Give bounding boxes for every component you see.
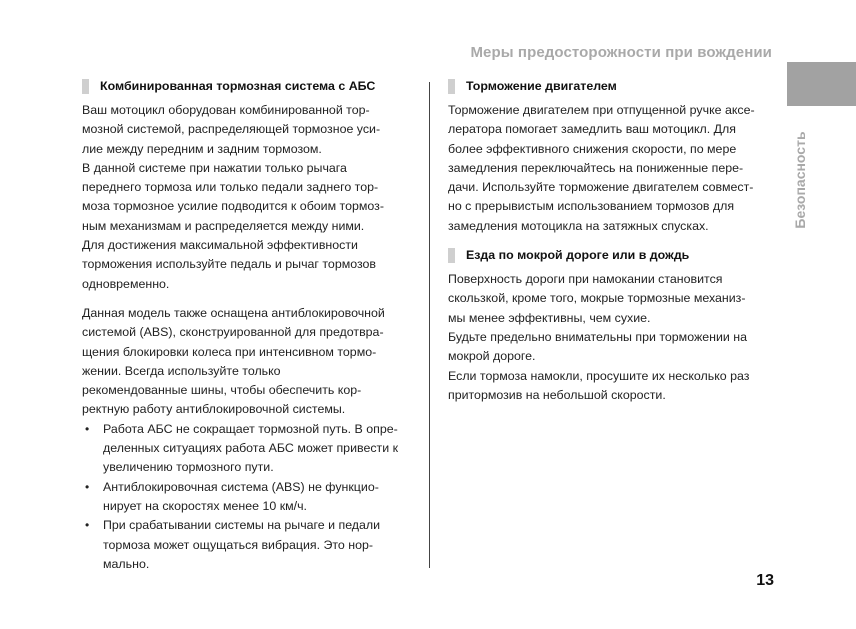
bullet-icon: • (85, 421, 90, 436)
section-heading-engine-braking (448, 76, 778, 97)
heading-marker-icon (448, 79, 455, 94)
text-line: переднего тормоза или только педали заднего тор- (82, 180, 379, 195)
section-heading-text: Торможение двигателем (466, 79, 617, 93)
list-item (82, 420, 412, 478)
text-line: Данная модель также оснащена антиблокировочной (82, 305, 385, 320)
text-line: лератора помогает замедлить ваш мотоцикл. Для (448, 122, 736, 137)
text-line: замедления мотоцикла на затяжных спусках. (448, 218, 709, 233)
text-line: Для достижения максимальной эффективности (82, 238, 358, 253)
text-line: одновременно. (82, 276, 170, 291)
paragraph-abs (82, 304, 412, 420)
page-number: 13 (756, 572, 774, 589)
paragraph-gap (448, 236, 778, 245)
heading-marker-icon (82, 79, 89, 94)
bullet-icon: • (85, 518, 90, 533)
text-line: деленных ситуациях работа АБС может привести к (103, 441, 398, 456)
section-heading-abs (82, 76, 412, 97)
paragraph-cbs (82, 101, 412, 294)
list-item (82, 516, 412, 574)
column-divider (429, 82, 430, 568)
paragraph-gap (82, 294, 412, 304)
bullet-icon: • (85, 479, 90, 494)
section-tab-marker (787, 62, 856, 106)
section-tab-label (790, 115, 810, 245)
text-line: мы менее эффективны, чем сухие. (448, 310, 651, 325)
text-line: лие между передним и задним тормозом. (82, 141, 322, 156)
heading-marker-icon (448, 248, 455, 263)
section-heading-text: Комбинированная тормозная система с АБС (100, 79, 376, 93)
text-line: Торможение двигателем при отпущенной ручке аксе- (448, 103, 755, 117)
text-line: тормоза может ощущаться вибрация. Это нор- (103, 537, 373, 552)
text-line: Антиблокировочная система (ABS) не функцио- (103, 479, 379, 494)
text-line: Будьте предельно внимательны при торможении на (448, 329, 747, 344)
text-line: Поверхность дороги при намокании становится (448, 272, 723, 287)
left-column (82, 76, 412, 574)
text-line: При срабатывании системы на рычаге и педали (103, 518, 381, 533)
text-line: мально. (103, 556, 150, 571)
text-line: притормозив на небольшой скорости. (448, 387, 666, 402)
text-line: дачи. Используйте торможение двигателем совмест- (448, 180, 754, 195)
text-line: замедления переключайтесь на пониженные пере- (448, 160, 744, 175)
text-line: моза тормозное усилие подводится к обоим тормоз- (82, 199, 384, 214)
text-line: Ваш мотоцикл оборудован комбинированной тор- (82, 103, 370, 117)
text-line: Работа АБС не сокращает тормозной путь. В опре- (103, 421, 398, 436)
text-line: ным механизмам и распределяется между ними. (82, 218, 365, 233)
text-line: системой (ABS), сконструированной для предотвра- (82, 325, 384, 340)
text-line: рекомендованные шины, чтобы обеспечить кор- (82, 383, 362, 398)
running-title: Меры предосторожности при вождении (470, 44, 772, 61)
list-item (82, 478, 412, 517)
text-line: мокрой дороге. (448, 349, 536, 364)
bullet-list (82, 420, 412, 574)
text-line: увеличению тормозного пути. (103, 460, 274, 475)
paragraph-wet-road (448, 270, 778, 405)
text-line: В данной системе при нажатии только рычага (82, 160, 347, 175)
text-line: более эффективного снижения скорости, по мере (448, 141, 737, 156)
text-line: нирует на скоростях менее 10 км/ч. (103, 498, 307, 513)
section-heading-wet-road (448, 245, 778, 266)
section-tab-text: Безопасность (792, 131, 808, 229)
text-line: жении. Всегда используйте только (82, 363, 281, 378)
text-line: мозной системой, распределяющей тормозное уси- (82, 122, 381, 137)
text-line: Если тормоза намокли, просушите их несколько раз (448, 368, 750, 383)
section-heading-text: Езда по мокрой дороге или в дождь (466, 248, 690, 263)
text-line: ректную работу антиблокировочной системы. (82, 402, 346, 417)
right-column (448, 76, 778, 405)
text-line: щения блокировки колеса при интенсивном тормо- (82, 344, 377, 359)
text-line: но с прерывистым использованием тормозов для (448, 199, 735, 214)
text-line: торможения используйте педаль и рычаг тормозов (82, 257, 376, 272)
paragraph-engine-braking (448, 101, 778, 236)
text-line: скользкой, кроме того, мокрые тормозные механиз- (448, 291, 746, 306)
